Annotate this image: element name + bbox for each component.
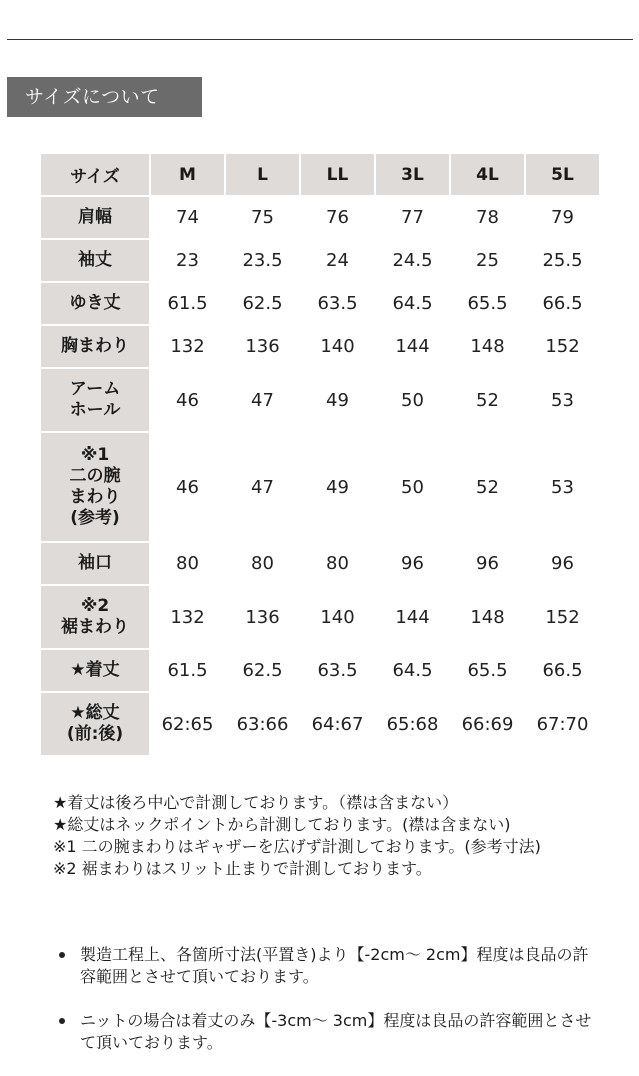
table-cell: 65.5 [451, 283, 524, 324]
table-cell: 49 [301, 369, 374, 431]
table-cell: 47 [226, 433, 299, 541]
table-cell: 25.5 [526, 240, 599, 281]
table-cell: 61.5 [151, 283, 224, 324]
note-item: ※2 裾まわりはスリット止まりで計測しております。 [53, 859, 432, 878]
table-body [41, 197, 599, 755]
table-cell: 75 [226, 197, 299, 238]
tolerance-list [56, 944, 596, 1076]
section-title: サイズについて [25, 86, 160, 108]
table-cell: 144 [376, 586, 449, 648]
table-cell: 96 [451, 543, 524, 584]
row-label-cell: ゆき丈 [41, 283, 149, 324]
table-row [41, 586, 599, 648]
header-cell-5l: 5L [526, 154, 599, 195]
table-cell: 74 [151, 197, 224, 238]
table-cell: 63.5 [301, 283, 374, 324]
note-item: ★総丈はネックポイントから計測しております。(襟は含まない) [53, 815, 511, 834]
row-label-cell: 袖丈 [41, 240, 149, 281]
row-label-cell: ★着丈 [41, 650, 149, 691]
table-cell: 67:70 [526, 693, 599, 755]
row-label-cell: ※1 二の腕 まわり (参考) [41, 433, 149, 541]
table-cell: 65:68 [376, 693, 449, 755]
table-cell: 64.5 [376, 650, 449, 691]
table-cell: 148 [451, 586, 524, 648]
table-cell: 96 [526, 543, 599, 584]
table-cell: 79 [526, 197, 599, 238]
table-row [41, 369, 599, 431]
table-cell: 136 [226, 586, 299, 648]
table-row [41, 240, 599, 281]
table-cell: 64.5 [376, 283, 449, 324]
table-cell: 47 [226, 369, 299, 431]
table-cell: 80 [226, 543, 299, 584]
row-label-cell: 袖口 [41, 543, 149, 584]
table-cell: 52 [451, 433, 524, 541]
header-cell-3l: 3L [376, 154, 449, 195]
notes-block [53, 792, 593, 880]
header-cell-ll: LL [301, 154, 374, 195]
table-row [41, 283, 599, 324]
table-row [41, 650, 599, 691]
row-label-cell: 胸まわり [41, 326, 149, 367]
table-cell: 77 [376, 197, 449, 238]
top-divider [7, 39, 633, 40]
note-item: ★着丈は後ろ中心で計測しております。（襟は含まない） [53, 793, 459, 812]
table-cell: 80 [301, 543, 374, 584]
table-row [41, 543, 599, 584]
table-cell: 132 [151, 586, 224, 648]
table-row [41, 693, 599, 755]
table-cell: 52 [451, 369, 524, 431]
table-header-row [41, 154, 599, 195]
table-cell: 61.5 [151, 650, 224, 691]
table-cell: 53 [526, 369, 599, 431]
table-cell: 132 [151, 326, 224, 367]
table-row [41, 433, 599, 541]
table-cell: 62.5 [226, 650, 299, 691]
table-cell: 152 [526, 326, 599, 367]
table-cell: 23 [151, 240, 224, 281]
note-item: ※1 二の腕まわりはギャザーを広げず計測しております。(参考寸法) [53, 837, 541, 856]
bullet-dot-icon [59, 952, 65, 958]
table-cell: 50 [376, 433, 449, 541]
row-label-cell: 肩幅 [41, 197, 149, 238]
table-cell: 50 [376, 369, 449, 431]
row-label-cell: ※2 裾まわり [41, 586, 149, 648]
table-cell: 66:69 [451, 693, 524, 755]
table-cell: 23.5 [226, 240, 299, 281]
table-cell: 66.5 [526, 283, 599, 324]
table-cell: 46 [151, 369, 224, 431]
table-cell: 80 [151, 543, 224, 584]
table-row [41, 326, 599, 367]
table-cell: 49 [301, 433, 374, 541]
section-header-size-info [7, 77, 202, 117]
header-cell-4l: 4L [451, 154, 524, 195]
table-cell: 66.5 [526, 650, 599, 691]
table-cell: 62.5 [226, 283, 299, 324]
table-cell: 140 [301, 586, 374, 648]
table-cell: 144 [376, 326, 449, 367]
list-item [56, 944, 596, 988]
table-cell: 65.5 [451, 650, 524, 691]
table-cell: 96 [376, 543, 449, 584]
header-cell-m: M [151, 154, 224, 195]
table-cell: 53 [526, 433, 599, 541]
row-label-cell: ★総丈 (前:後) [41, 693, 149, 755]
table-cell: 63.5 [301, 650, 374, 691]
table-cell: 63:66 [226, 693, 299, 755]
table-cell: 152 [526, 586, 599, 648]
table-cell: 46 [151, 433, 224, 541]
table-cell: 62:65 [151, 693, 224, 755]
table-cell: 64:67 [301, 693, 374, 755]
row-label-cell: アーム ホール [41, 369, 149, 431]
table-cell: 76 [301, 197, 374, 238]
table-cell: 24.5 [376, 240, 449, 281]
list-item [56, 1010, 596, 1054]
table-cell: 148 [451, 326, 524, 367]
table-cell: 24 [301, 240, 374, 281]
table-cell: 136 [226, 326, 299, 367]
header-cell-size: サイズ [41, 154, 149, 195]
size-table [39, 152, 601, 757]
list-item-text: 製造工程上、各箇所寸法(平置き)より【-2cm～ 2cm】程度は良品の許容範囲とさせて頂いております。 [80, 945, 589, 986]
list-item-text: ニットの場合は着丈のみ【-3cm～ 3cm】程度は良品の許容範囲とさせて頂いております。 [80, 1011, 592, 1052]
bullet-dot-icon [59, 1018, 65, 1024]
table-row [41, 197, 599, 238]
table-cell: 78 [451, 197, 524, 238]
table-cell: 140 [301, 326, 374, 367]
table-cell: 25 [451, 240, 524, 281]
header-cell-l: L [226, 154, 299, 195]
